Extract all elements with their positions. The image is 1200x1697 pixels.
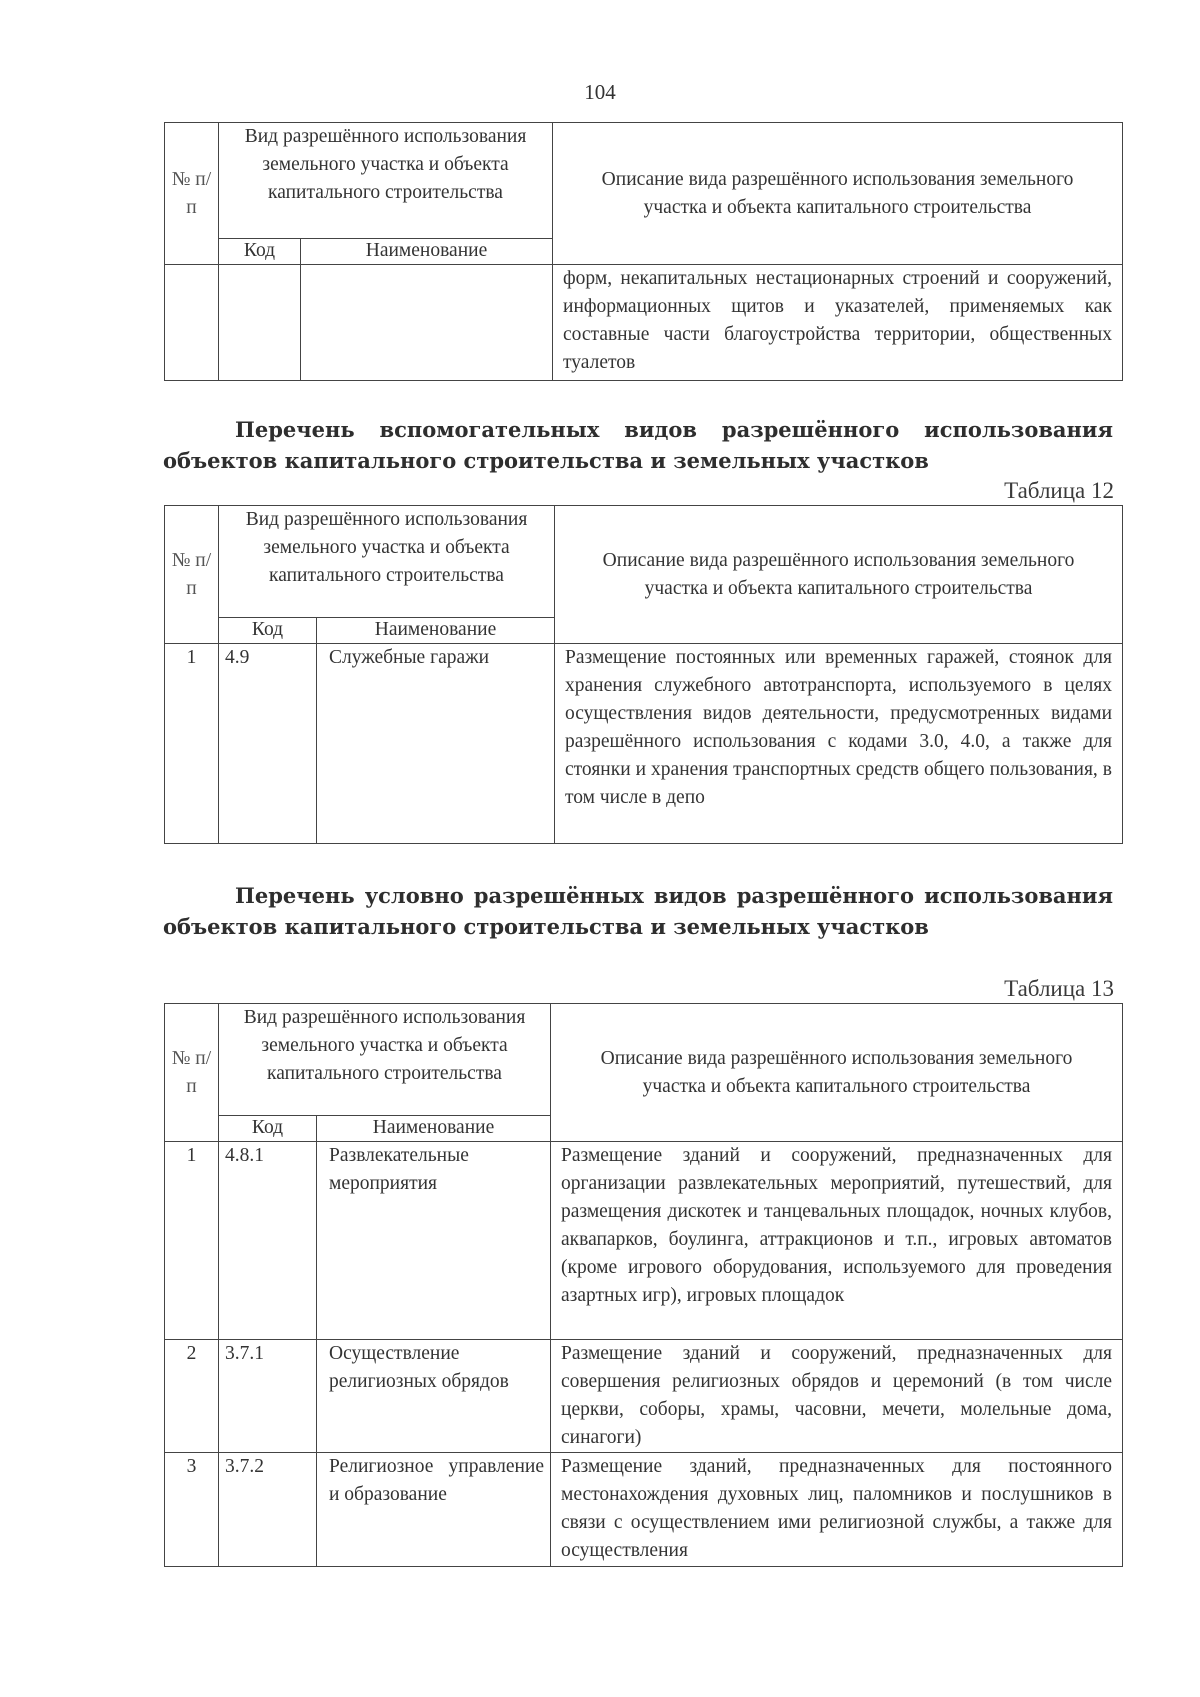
row-code: 4.8.1 — [219, 1142, 317, 1340]
row-num: 2 — [165, 1340, 219, 1453]
row-description: Размещение зданий и сооружений, предназначенных для совершения религиозных обрядов и церемоний (в том числе церкви, соборы, храмы, часовни, мечети, молельные дома, синагоги) — [551, 1340, 1123, 1453]
table-row — [165, 1340, 1123, 1453]
kind-group-header: Вид разрешённого использования земельного участка и объекта капитального строительства — [219, 506, 555, 618]
row-description: Размещение зданий, предназначенных для постоянного местонахождения духовных лиц, паломников и послушников в связи с осуществлением ими религиозной службы, а также для осуществления — [551, 1453, 1123, 1567]
row-num — [165, 265, 219, 381]
header-row — [165, 1004, 1123, 1116]
row-code: 4.9 — [219, 644, 317, 844]
row-name: Осуществление религиозных обрядов — [317, 1340, 551, 1453]
conditional-uses-table — [164, 1003, 1123, 1567]
header-row — [165, 123, 1123, 239]
name-header: Наименование — [301, 239, 553, 265]
num-header: № п/п — [165, 506, 219, 644]
row-name: Развлекательные мероприятия — [317, 1142, 551, 1340]
code-header: Код — [219, 239, 301, 265]
row-code: 3.7.1 — [219, 1340, 317, 1453]
description-header: Описание вида разрешённого использования земельного участка и объекта капитального строительства — [551, 1004, 1123, 1142]
continuation-table — [164, 122, 1123, 381]
table-13-label: Таблица 13 — [1004, 976, 1114, 1001]
table-row — [165, 644, 1123, 844]
table-row — [165, 1453, 1123, 1567]
row-name: Религиозное управление и образование — [317, 1453, 551, 1567]
conditional-section-title: Перечень условно разрешённых видов разрешённого использования объектов капитального строительства и земельных участков — [163, 883, 1113, 939]
row-name — [301, 265, 553, 381]
row-num: 3 — [165, 1453, 219, 1567]
description-header: Описание вида разрешённого использования земельного участка и объекта капитального строительства — [555, 506, 1123, 644]
table-12-label: Таблица 12 — [1004, 478, 1114, 503]
header-row — [165, 506, 1123, 618]
table-row — [165, 1142, 1123, 1340]
row-description: Размещение зданий и сооружений, предназначенных для организации развлекательных мероприятий, путешествий, для размещения дискотек и танцевальных площадок, ночных клубов, аквапарков, боулинга, аттракционов и т.п., игровых автоматов (кроме игрового оборудования, используемого для проведения азартных игр), игровых площадок — [551, 1142, 1123, 1340]
row-description: форм, некапитальных нестационарных строений и сооружений, информационных щитов и указателей, применяемых как составные части благоустройства территории, общественных туалетов — [553, 265, 1123, 381]
kind-group-header: Вид разрешённого использования земельного участка и объекта капитального строительства — [219, 1004, 551, 1116]
page-number: 104 — [584, 80, 616, 104]
row-code — [219, 265, 301, 381]
kind-group-header: Вид разрешённого использования земельного участка и объекта капитального строительства — [219, 123, 553, 239]
code-header: Код — [219, 618, 317, 644]
num-header: № п/п — [165, 123, 219, 265]
table-row — [165, 265, 1123, 381]
num-header: № п/п — [165, 1004, 219, 1142]
row-num: 1 — [165, 1142, 219, 1340]
auxiliary-uses-table — [164, 505, 1123, 844]
auxiliary-section-title: Перечень вспомогательных видов разрешённого использования объектов капитального строительства и земельных участков — [163, 417, 1113, 473]
row-name: Служебные гаражи — [317, 644, 555, 844]
name-header: Наименование — [317, 618, 555, 644]
name-header: Наименование — [317, 1116, 551, 1142]
row-code: 3.7.2 — [219, 1453, 317, 1567]
row-num: 1 — [165, 644, 219, 844]
row-description: Размещение постоянных или временных гаражей, стоянок для хранения служебного автотранспорта, используемого в целях осуществления видов деятельности, предусмотренных видами разрешённого использования с кодами 3.0, 4.0, а также для стоянки и хранения транспортных средств общего пользования, в том числе в депо — [555, 644, 1123, 844]
description-header: Описание вида разрешённого использования земельного участка и объекта капитального строительства — [553, 123, 1123, 265]
code-header: Код — [219, 1116, 317, 1142]
